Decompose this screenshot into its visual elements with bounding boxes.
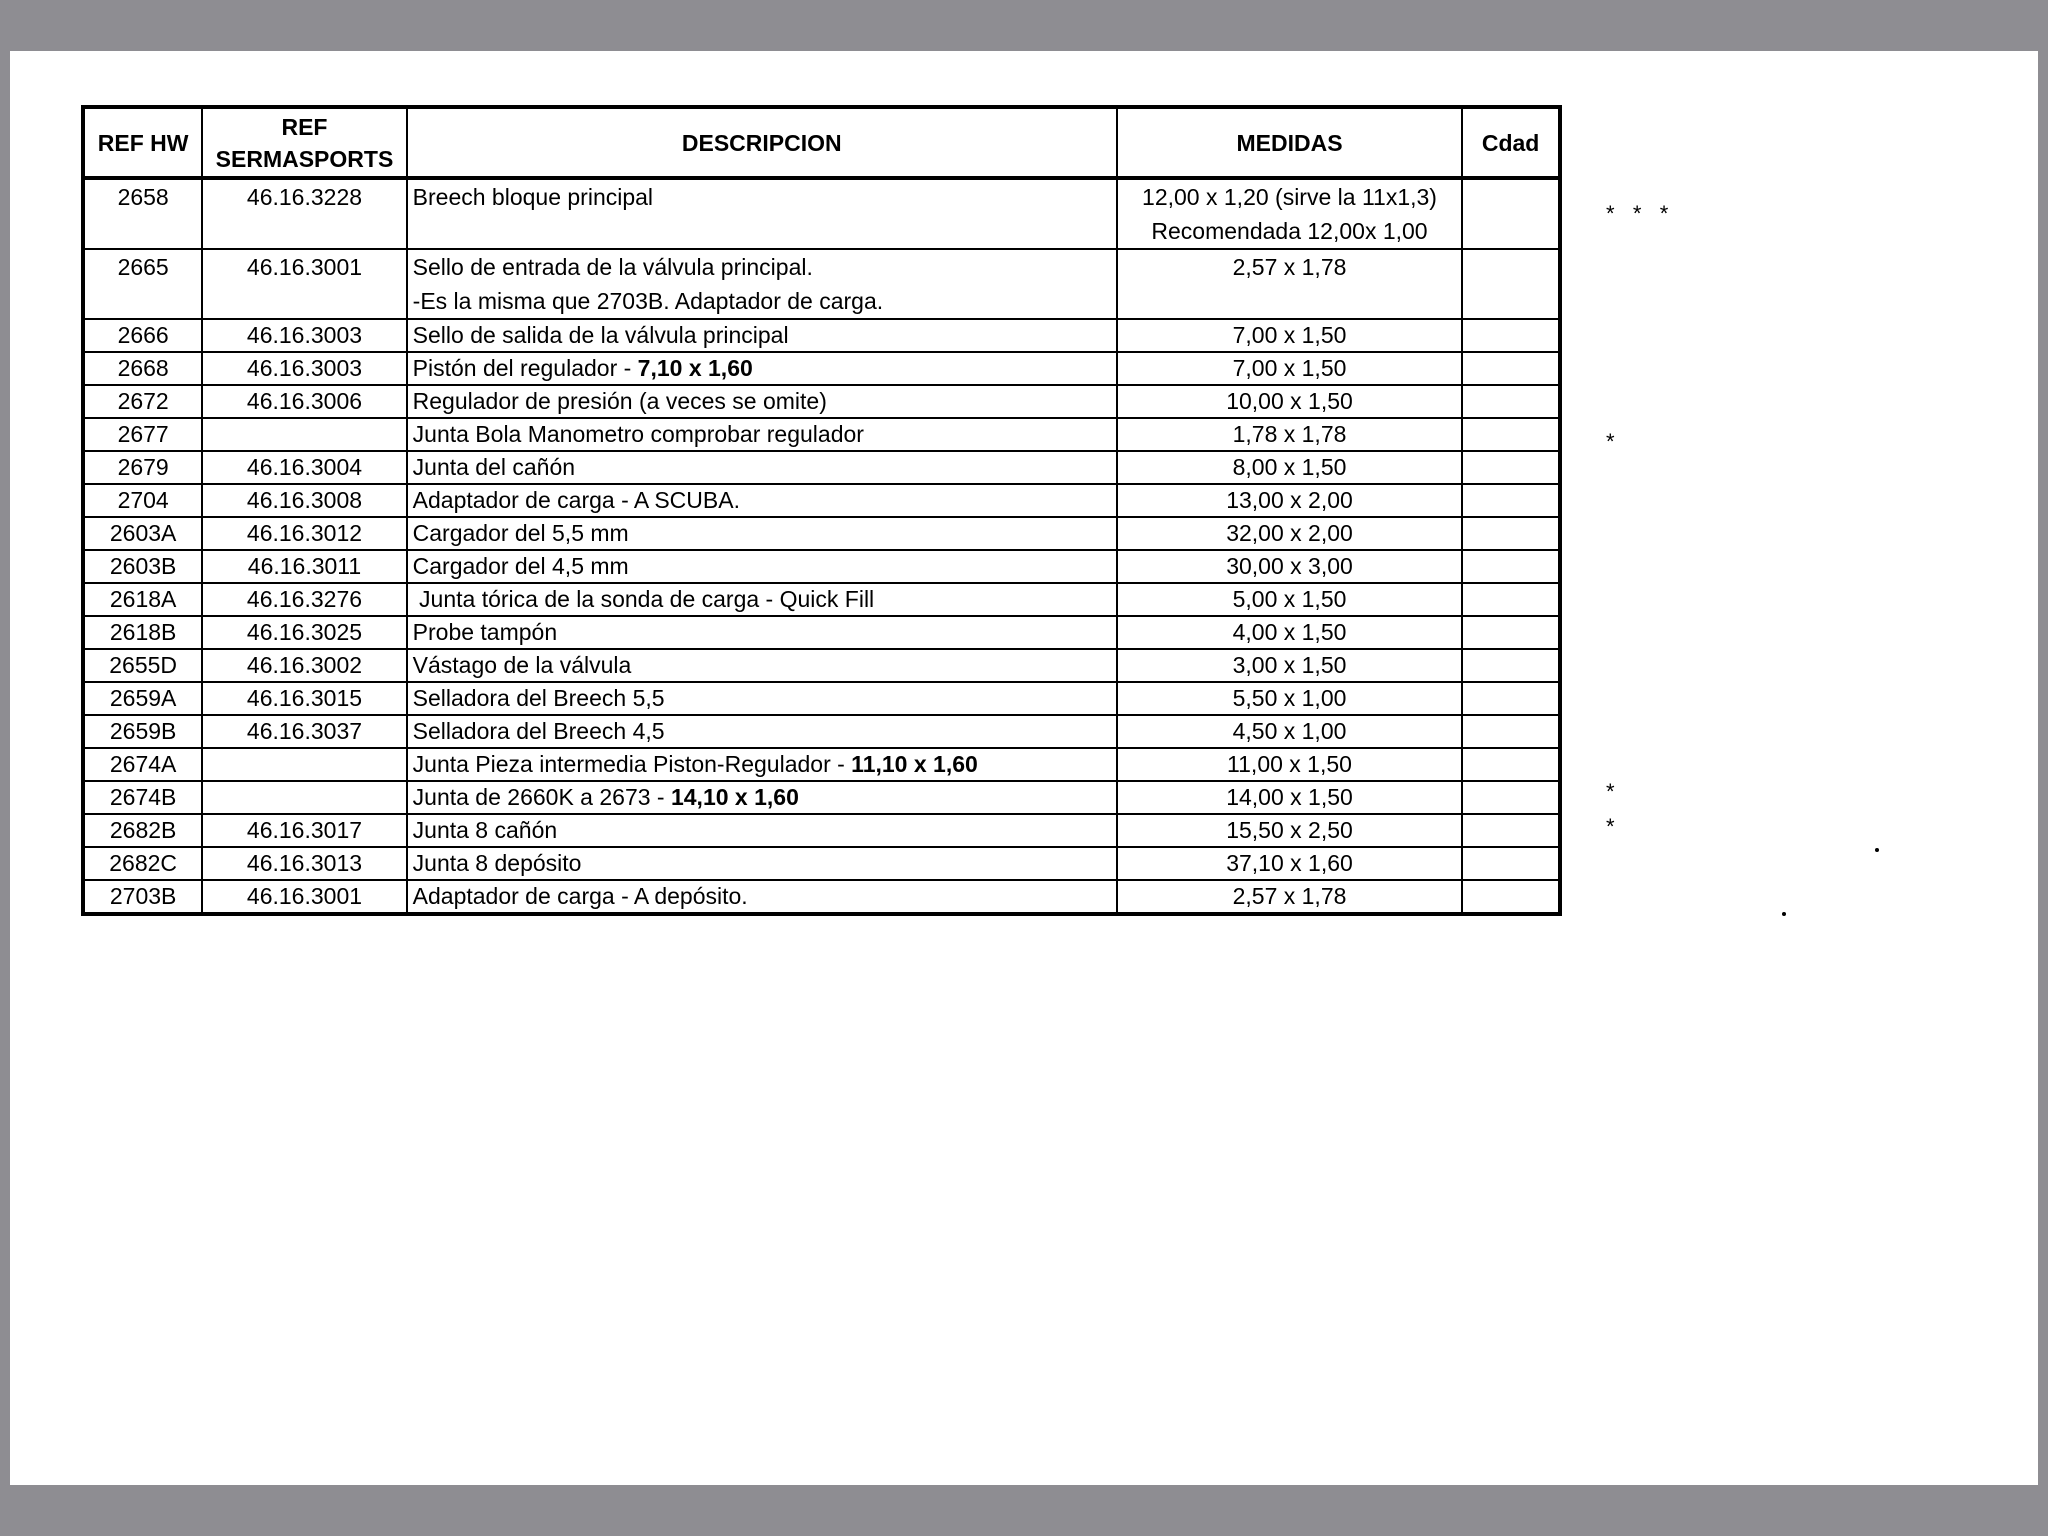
cell-medidas: 4,00 x 1,50 bbox=[1117, 616, 1462, 649]
cell-descripcion: Adaptador de carga - A depósito. bbox=[407, 880, 1117, 914]
cell-cdad bbox=[1462, 649, 1560, 682]
stray-dot-mark bbox=[1875, 848, 1879, 852]
cell-medidas: 8,00 x 1,50 bbox=[1117, 451, 1462, 484]
cell-cdad bbox=[1462, 814, 1560, 847]
cell-medidas: 30,00 x 3,00 bbox=[1117, 550, 1462, 583]
table-row bbox=[83, 484, 1560, 517]
cell-descripcion: Probe tampón bbox=[407, 616, 1117, 649]
cell-cdad bbox=[1462, 418, 1560, 451]
cell-ref-sermasports: 46.16.3001 bbox=[202, 249, 406, 319]
cell-medidas: 2,57 x 1,78 bbox=[1117, 249, 1462, 319]
margin-mark-2674b: * bbox=[1606, 814, 1615, 839]
cell-descripcion: Junta del cañón bbox=[407, 451, 1117, 484]
cell-ref-sermasports: 46.16.3025 bbox=[202, 616, 406, 649]
table-row bbox=[83, 517, 1560, 550]
cell-ref-sermasports: 46.16.3017 bbox=[202, 814, 406, 847]
cell-cdad bbox=[1462, 319, 1560, 352]
cell-medidas: 2,57 x 1,78 bbox=[1117, 880, 1462, 914]
header-cdad: Cdad bbox=[1462, 107, 1560, 178]
cell-descripcion-line2: -Es la misma que 2703B. Adaptador de carga. bbox=[412, 288, 884, 314]
cell-cdad bbox=[1462, 781, 1560, 814]
cell-descripcion: Selladora del Breech 5,5 bbox=[407, 682, 1117, 715]
cell-descripcion-bold: 11,10 x 1,60 bbox=[851, 751, 978, 777]
cell-medidas: 5,00 x 1,50 bbox=[1117, 583, 1462, 616]
cell-ref-sermasports: 46.16.3037 bbox=[202, 715, 406, 748]
cell-descripcion: Regulador de presión (a veces se omite) bbox=[407, 385, 1117, 418]
cell-medidas: 11,00 x 1,50 bbox=[1117, 748, 1462, 781]
table-row bbox=[83, 451, 1560, 484]
cell-ref-sermasports bbox=[202, 748, 406, 781]
cell-ref-sermasports: 46.16.3013 bbox=[202, 847, 406, 880]
cell-ref-hw: 2665 bbox=[83, 249, 202, 319]
cell-ref-hw: 2703B bbox=[83, 880, 202, 914]
cell-medidas: 14,00 x 1,50 bbox=[1117, 781, 1462, 814]
cell-cdad bbox=[1462, 249, 1560, 319]
cell-descripcion: Adaptador de carga - A SCUBA. bbox=[407, 484, 1117, 517]
header-ref-sermasports-line1: REF bbox=[281, 113, 328, 140]
table-row bbox=[83, 418, 1560, 451]
cell-medidas: 5,50 x 1,00 bbox=[1117, 682, 1462, 715]
cell-descripcion: Sello de salida de la válvula principal bbox=[407, 319, 1117, 352]
table-row bbox=[83, 781, 1560, 814]
cell-descripcion bbox=[407, 178, 1117, 249]
cell-descripcion: Selladora del Breech 4,5 bbox=[407, 715, 1117, 748]
cell-descripcion: Junta 8 depósito bbox=[407, 847, 1117, 880]
cell-ref-hw: 2603B bbox=[83, 550, 202, 583]
table-row bbox=[83, 682, 1560, 715]
cell-cdad bbox=[1462, 550, 1560, 583]
table-row bbox=[83, 583, 1560, 616]
cell-ref-hw: 2618B bbox=[83, 616, 202, 649]
cell-ref-hw: 2677 bbox=[83, 418, 202, 451]
table-row bbox=[83, 649, 1560, 682]
cell-medidas-line2: Recomendada 12,00x 1,00 bbox=[1151, 218, 1428, 244]
cell-cdad bbox=[1462, 616, 1560, 649]
cell-ref-hw: 2668 bbox=[83, 352, 202, 385]
cell-medidas: 4,50 x 1,00 bbox=[1117, 715, 1462, 748]
cell-medidas: 32,00 x 2,00 bbox=[1117, 517, 1462, 550]
table-row bbox=[83, 880, 1560, 914]
cell-ref-sermasports: 46.16.3003 bbox=[202, 319, 406, 352]
cell-medidas: 7,00 x 1,50 bbox=[1117, 319, 1462, 352]
cell-ref-hw: 2659A bbox=[83, 682, 202, 715]
cell-cdad bbox=[1462, 715, 1560, 748]
cell-descripcion bbox=[407, 748, 1117, 781]
margin-mark-2658: * * * bbox=[1606, 201, 1669, 226]
cell-ref-hw: 2682C bbox=[83, 847, 202, 880]
table-row bbox=[83, 715, 1560, 748]
cell-ref-sermasports: 46.16.3003 bbox=[202, 352, 406, 385]
cell-descripcion: Vástago de la válvula bbox=[407, 649, 1117, 682]
cell-ref-sermasports: 46.16.3002 bbox=[202, 649, 406, 682]
cell-medidas: 3,00 x 1,50 bbox=[1117, 649, 1462, 682]
cell-descripcion-text: Junta de 2660K a 2673 - bbox=[412, 784, 671, 810]
cell-ref-sermasports: 46.16.3276 bbox=[202, 583, 406, 616]
margin-mark-2674a: * bbox=[1606, 779, 1615, 804]
table-row bbox=[83, 178, 1560, 249]
cell-descripcion: Cargador del 5,5 mm bbox=[407, 517, 1117, 550]
cell-ref-sermasports: 46.16.3008 bbox=[202, 484, 406, 517]
cell-descripcion-text: Pistón del regulador - bbox=[412, 355, 638, 381]
cell-descripcion bbox=[407, 352, 1117, 385]
cell-ref-sermasports bbox=[202, 418, 406, 451]
margin-mark-2677: * bbox=[1606, 429, 1615, 454]
cell-descripcion bbox=[407, 781, 1117, 814]
cell-ref-sermasports: 46.16.3012 bbox=[202, 517, 406, 550]
cell-medidas-line1: 12,00 x 1,20 (sirve la 11x1,3) bbox=[1142, 184, 1437, 210]
cell-medidas bbox=[1117, 178, 1462, 249]
table-row bbox=[83, 847, 1560, 880]
cell-descripcion: Junta Bola Manometro comprobar regulador bbox=[407, 418, 1117, 451]
cell-descripcion: Cargador del 4,5 mm bbox=[407, 550, 1117, 583]
header-ref-sermasports-line2: SERMASPORTS bbox=[215, 145, 394, 172]
cell-cdad bbox=[1462, 484, 1560, 517]
cell-ref-hw: 2704 bbox=[83, 484, 202, 517]
cell-ref-hw: 2618A bbox=[83, 583, 202, 616]
cell-descripcion: Junta tórica de la sonda de carga - Quick Fill bbox=[407, 583, 1117, 616]
cell-cdad bbox=[1462, 847, 1560, 880]
table-row bbox=[83, 748, 1560, 781]
header-ref-hw: REF HW bbox=[83, 107, 202, 178]
cell-descripcion-line1: Sello de entrada de la válvula principal. bbox=[412, 254, 813, 280]
cell-ref-sermasports: 46.16.3004 bbox=[202, 451, 406, 484]
cell-cdad bbox=[1462, 178, 1560, 249]
cell-medidas: 13,00 x 2,00 bbox=[1117, 484, 1462, 517]
table-row bbox=[83, 319, 1560, 352]
cell-ref-sermasports bbox=[202, 781, 406, 814]
cell-ref-sermasports: 46.16.3006 bbox=[202, 385, 406, 418]
cell-ref-hw: 2679 bbox=[83, 451, 202, 484]
cell-ref-hw: 2655D bbox=[83, 649, 202, 682]
cell-cdad bbox=[1462, 352, 1560, 385]
cell-ref-hw: 2658 bbox=[83, 178, 202, 249]
document-page bbox=[10, 51, 2038, 1485]
cell-ref-hw: 2666 bbox=[83, 319, 202, 352]
cell-ref-sermasports: 46.16.3228 bbox=[202, 178, 406, 249]
cell-cdad bbox=[1462, 385, 1560, 418]
cell-ref-sermasports: 46.16.3015 bbox=[202, 682, 406, 715]
cell-ref-hw: 2674A bbox=[83, 748, 202, 781]
table-row bbox=[83, 814, 1560, 847]
header-descripcion: DESCRIPCION bbox=[407, 107, 1117, 178]
cell-ref-sermasports: 46.16.3001 bbox=[202, 880, 406, 914]
table-row bbox=[83, 550, 1560, 583]
cell-ref-sermasports: 46.16.3011 bbox=[202, 550, 406, 583]
table-row bbox=[83, 249, 1560, 319]
cell-descripcion-bold: 14,10 x 1,60 bbox=[670, 784, 799, 810]
table-header-row bbox=[83, 107, 1560, 178]
cell-ref-hw: 2672 bbox=[83, 385, 202, 418]
cell-cdad bbox=[1462, 682, 1560, 715]
cell-medidas: 7,00 x 1,50 bbox=[1117, 352, 1462, 385]
cell-cdad bbox=[1462, 748, 1560, 781]
cell-cdad bbox=[1462, 451, 1560, 484]
cell-ref-hw: 2674B bbox=[83, 781, 202, 814]
cell-ref-hw: 2603A bbox=[83, 517, 202, 550]
cell-descripcion-text: Breech bloque principal bbox=[412, 184, 654, 210]
parts-table bbox=[81, 105, 1562, 916]
cell-cdad bbox=[1462, 583, 1560, 616]
cell-descripcion: Junta 8 cañón bbox=[407, 814, 1117, 847]
cell-descripcion-bold: 7,10 x 1,60 bbox=[637, 355, 753, 381]
cell-cdad bbox=[1462, 880, 1560, 914]
cell-ref-hw: 2682B bbox=[83, 814, 202, 847]
cell-medidas: 1,78 x 1,78 bbox=[1117, 418, 1462, 451]
cell-cdad bbox=[1462, 517, 1560, 550]
cell-ref-hw: 2659B bbox=[83, 715, 202, 748]
table-row bbox=[83, 616, 1560, 649]
table-row bbox=[83, 352, 1560, 385]
table-row bbox=[83, 385, 1560, 418]
header-ref-sermasports bbox=[202, 107, 406, 178]
cell-descripcion-text: Junta Pieza intermedia Piston-Regulador - bbox=[412, 751, 852, 777]
cell-medidas: 15,50 x 2,50 bbox=[1117, 814, 1462, 847]
header-medidas: MEDIDAS bbox=[1117, 107, 1462, 178]
cell-medidas: 37,10 x 1,60 bbox=[1117, 847, 1462, 880]
cell-medidas: 10,00 x 1,50 bbox=[1117, 385, 1462, 418]
cell-descripcion bbox=[407, 249, 1117, 319]
stray-dot-mark bbox=[1782, 912, 1786, 916]
